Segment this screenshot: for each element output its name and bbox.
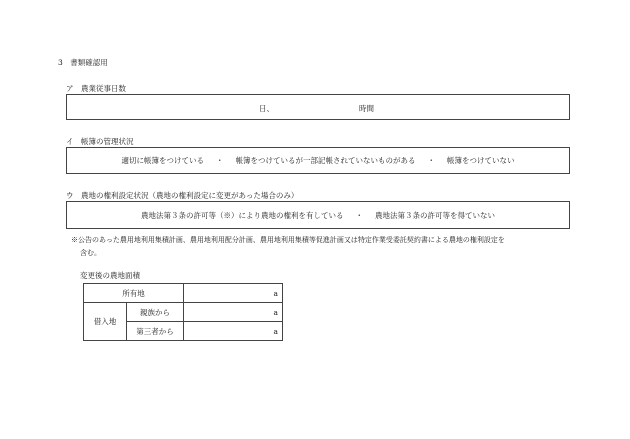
rights-status-box <box>66 201 570 229</box>
separator-dot: ・ <box>216 156 224 165</box>
rights-options <box>67 202 569 228</box>
table-row <box>84 284 283 303</box>
third-party-area-input[interactable]: a <box>184 322 283 341</box>
separator-dot: ・ <box>427 156 435 165</box>
area-table <box>83 283 283 341</box>
section-u-title: ウ 農地の権利設定状況（農地の権利設定に変更があった場合のみ） <box>66 191 299 200</box>
table-row <box>84 303 283 322</box>
hour-label: 時間 <box>359 104 374 113</box>
option-ledger-proper[interactable]: 適切に帳簿をつけている <box>121 156 204 165</box>
leased-label: 借入地 <box>84 303 127 341</box>
option-ledger-none[interactable]: 帳簿をつけていない <box>447 156 515 165</box>
from-relatives-label: 親族から <box>127 303 184 322</box>
separator-dot: ・ <box>355 210 363 220</box>
owned-label: 所有地 <box>84 284 184 303</box>
section-i-title: イ 帳簿の管理状況 <box>66 137 134 146</box>
note-line-2: 含む。 <box>80 249 101 257</box>
area-title: 変更後の農地面積 <box>80 271 140 280</box>
section-a-title: ア 農業従事日数 <box>66 84 126 93</box>
day-label: 日、 <box>259 104 274 113</box>
work-days-box[interactable] <box>66 94 570 120</box>
ledger-status-box <box>66 147 570 174</box>
option-ledger-partial[interactable]: 帳簿をつけているが一部記帳されていないものがある <box>235 156 416 165</box>
relatives-area-input[interactable]: a <box>184 303 283 322</box>
from-third-party-label: 第三者から <box>127 322 184 341</box>
ledger-options <box>67 148 569 173</box>
owned-area-input[interactable]: a <box>184 284 283 303</box>
note-line-1: ※公告のあった農用地利用集積計画、農用地利用配分計画、農用地利用集積等促進計画又は特定作業受委託契約書による農地の権利設定を <box>71 236 505 244</box>
option-has-permission[interactable]: 農地法第３条の許可等（※）により農地の権利を有している <box>141 210 344 220</box>
section-heading: 3 書類確認用 <box>58 58 108 67</box>
option-no-permission[interactable]: 農地法第３条の許可等を得ていない <box>375 210 495 220</box>
